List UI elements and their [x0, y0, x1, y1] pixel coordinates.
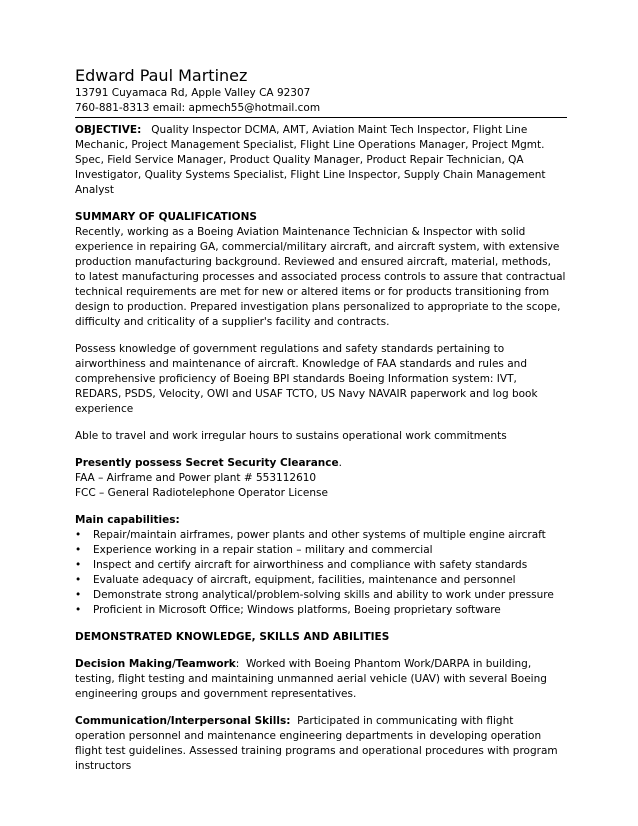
summary-paragraph-3: Able to travel and work irregular hours to sustains operational work commitments: [75, 430, 507, 442]
list-item: • Inspect and certify aircraft for airworthiness and compliance with safety standards: [75, 559, 528, 571]
bullet-icon: •: [75, 529, 82, 541]
objective-line-5: Analyst: [75, 184, 114, 196]
bullet-icon: •: [75, 574, 82, 586]
resume-header: [75, 66, 567, 118]
summary-paragraph-1: Recently, working as a Boeing Aviation Maintenance Technician & Inspector with solid experience in repairing GA, commercial/military aircraft, and aircraft system, with extensive production manufacturing background. Reviewed and ensured aircraft, material, methods, to latest manufacturing processes and associated process controls to assure that contractual technical requirements are met for new or altered items or for products transitioning from design to production. Prepared investigation plans personalized to appropriate to the scope, difficulty and criticality of a supplier's facility and contracts.: [75, 226, 566, 328]
communication-section: [75, 714, 567, 774]
list-item: • Demonstrate strong analytical/problem-solving skills and ability to work under pressure: [75, 589, 554, 601]
decision-line-3: engineering groups and government representatives.: [75, 688, 357, 700]
communication-line-3: flight test guidelines. Assessed training programs and operational procedures with program: [75, 745, 558, 757]
list-item: • Repair/maintain airframes, power plants and other systems of multiple engine aircraft: [75, 529, 546, 541]
header-divider: [75, 117, 567, 118]
candidate-name: Edward Paul Martinez: [75, 66, 248, 85]
communication-line-1: Communication/Interpersonal Skills: Participated in communicating with flight: [75, 715, 514, 727]
knowledge-section: [75, 630, 567, 645]
bullet-icon: •: [75, 544, 82, 556]
resume-page: [75, 66, 567, 786]
faa-license: FAA – Airframe and Power plant # 553112610: [75, 472, 317, 484]
summary-section: [75, 210, 567, 444]
summary-paragraph-2: Possess knowledge of government regulations and safety standards pertaining to airworthiness and maintenance of aircraft. Knowledge of FAA standards and rules and comprehensive proficiency of Boeing BPI standards Boeing Information system: IVT, REDARS, PSDS, Velocity, OWI and USAF TCTO, US Navy NAVAIR paperwork and log book experience: [75, 343, 538, 415]
decision-section: [75, 657, 567, 702]
objective-label: OBJECTIVE:: [75, 124, 142, 136]
phone-email-line: 760-881-8313 email: apmech55@hotmail.com: [75, 102, 321, 114]
list-item: • Proficient in Microsoft Office; Windows platforms, Boeing proprietary software: [75, 604, 501, 616]
clearance-section: [75, 456, 567, 501]
communication-label: Communication/Interpersonal Skills:: [75, 715, 291, 727]
fcc-license: FCC – General Radiotelephone Operator License: [75, 487, 328, 499]
capabilities-section: [75, 513, 567, 618]
communication-line-2: operation personnel and maintenance engineering departments in developing operation: [75, 730, 542, 742]
decision-line-1: Decision Making/Teamwork: Worked with Boeing Phantom Work/DARPA in building,: [75, 658, 532, 670]
address-line: 13791 Cuyamaca Rd, Apple Valley CA 92307: [75, 87, 311, 99]
summary-title: SUMMARY OF QUALIFICATIONS: [75, 211, 257, 223]
bullet-icon: •: [75, 604, 82, 616]
objective-line-1: OBJECTIVE: Quality Inspector DCMA, AMT, Aviation Maint Tech Inspector, Flight Line: [75, 124, 528, 136]
objective-line-3: Spec, Field Service Manager, Product Quality Manager, Product Repair Technician, QA: [75, 154, 524, 166]
knowledge-title: DEMONSTRATED KNOWLEDGE, SKILLS AND ABILITIES: [75, 631, 390, 643]
capabilities-title: Main capabilities:: [75, 514, 180, 526]
decision-line-2: testing, flight testing and maintaining unmanned aerial vehicle (UAV) with several Boeing: [75, 673, 547, 685]
objective-section: [75, 123, 567, 198]
list-item: • Evaluate adequacy of aircraft, equipment, facilities, maintenance and personnel: [75, 574, 516, 586]
bullet-icon: •: [75, 589, 82, 601]
decision-label: Decision Making/Teamwork: [75, 658, 236, 670]
list-item: • Experience working in a repair station – military and commercial: [75, 544, 433, 556]
clearance-title: Presently possess Secret Security Clearance: [75, 457, 339, 469]
clearance-title-line: Presently possess Secret Security Clearance.: [75, 457, 342, 469]
communication-line-4: instructors: [75, 760, 132, 772]
objective-line-2: Mechanic, Project Management Specialist, Flight Line Operations Manager, Project Mgmt.: [75, 139, 545, 151]
objective-line-4: Investigator, Quality Systems Specialist, Flight Line Inspector, Supply Chain Management: [75, 169, 546, 181]
bullet-icon: •: [75, 559, 82, 571]
capabilities-list: [75, 528, 567, 618]
